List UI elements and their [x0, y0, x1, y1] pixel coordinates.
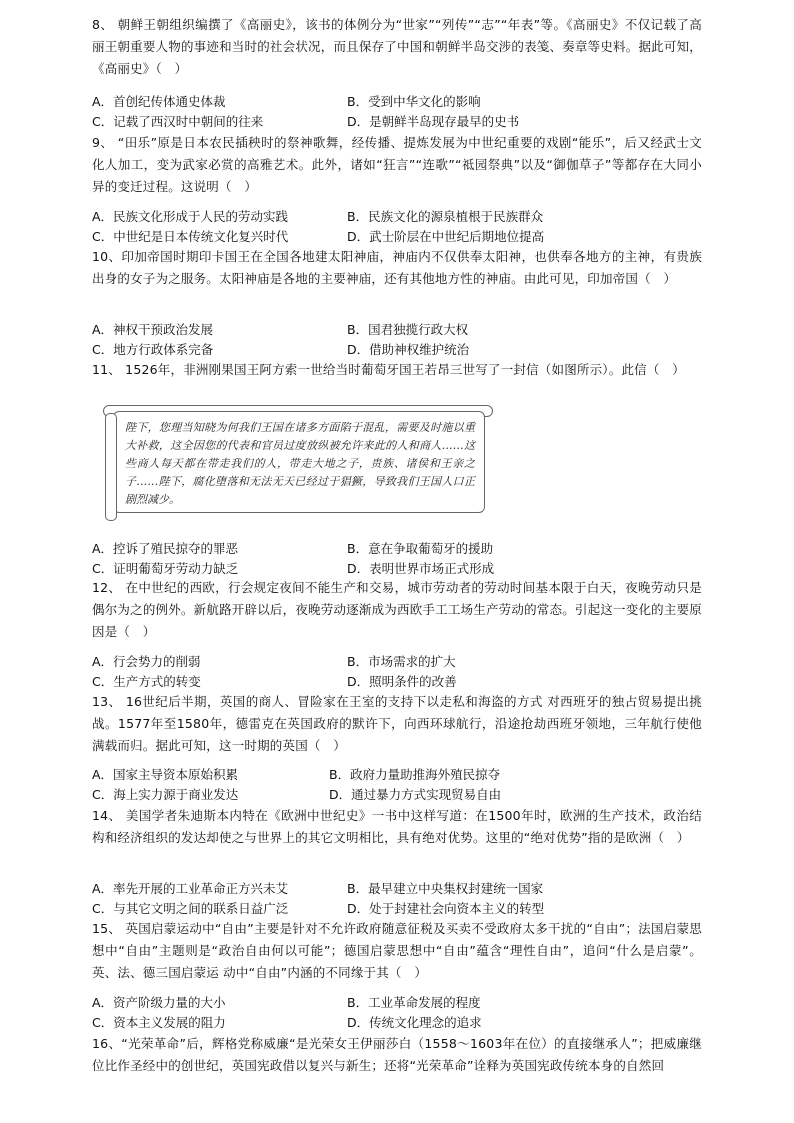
option-d[interactable]: D．照明条件的改善 [347, 674, 457, 689]
option-d[interactable]: D．武士阶层在中世纪后期地位提高 [347, 229, 545, 244]
option-b[interactable]: B．政府力量助推海外殖民掠夺 [329, 767, 501, 782]
question-13-options [92, 765, 702, 805]
question-8-stem: 8、 朝鲜王朝组织编撰了《高丽史》，该书的体例分为“世家”“列传”“志”“年表”等。《高丽史》不仅记载了高丽王朝重要人物的事迹和当时的社会状况，而且保存了中国和朝鲜半岛交涉的表笺、奏章等史料。据此可知，《高丽史》（ ） [92, 17, 702, 76]
option-c[interactable]: C．记载了西汉时中朝间的往来 [92, 114, 264, 129]
question-8-options [92, 92, 702, 132]
option-d[interactable]: D．传统文化理念的追求 [347, 1015, 482, 1030]
option-c[interactable]: C．生产方式的转变 [92, 674, 201, 689]
option-b[interactable]: B．受到中华文化的影响 [347, 94, 481, 109]
option-b[interactable]: B．工业革命发展的程度 [347, 995, 481, 1010]
option-a[interactable]: A．行会势力的削弱 [92, 654, 201, 669]
question-12-options [92, 652, 702, 692]
option-c[interactable]: C．中世纪是日本传统文化复兴时代 [92, 229, 289, 244]
letter-scroll-figure [103, 405, 491, 519]
question-10-stem: 10、印加帝国时期印卡国王在全国各地建太阳神庙，神庙内不仅供奉太阳神，也供奉各地方的主神，有贵族出身的女子为之服务。太阳神庙是各地的主要神庙，还有其他地方性的神庙。由此可见，印加帝国（ ） [92, 249, 702, 286]
option-b[interactable]: B．最早建立中央集权封建统一国家 [347, 881, 544, 896]
option-a[interactable]: A．控诉了殖民掠夺的罪恶 [92, 541, 239, 556]
option-a[interactable]: A．资产阶级力量的大小 [92, 995, 226, 1010]
option-b[interactable]: B．市场需求的扩大 [347, 654, 456, 669]
scroll-roll-left [105, 413, 117, 521]
option-c[interactable]: C．资本主义发展的阻力 [92, 1015, 226, 1030]
option-a[interactable]: A．民族文化形成于人民的劳动实践 [92, 209, 289, 224]
option-a[interactable]: A．神权干预政治发展 [92, 322, 214, 337]
question-9-options [92, 207, 702, 247]
question-11-options [92, 539, 702, 579]
option-d[interactable]: D．通过暴力方式实现贸易自由 [329, 787, 502, 802]
option-b[interactable]: B．意在争取葡萄牙的援助 [347, 541, 494, 556]
option-b[interactable]: B．民族文化的源泉植根于民族群众 [347, 209, 544, 224]
option-c[interactable]: C．海上实力源于商业发达 [92, 787, 239, 802]
option-b[interactable]: B．国君独揽行政大权 [347, 322, 469, 337]
question-14-stem: 14、 美国学者朱迪斯本内特在《欧洲中世纪史》一书中这样写道：在1500年时，欧洲的生产技术，政治结构和经济组织的发达却使之与世界上的其它文明相比，具有绝对优势。这里的“绝对优势”指的是欧洲（ ） [92, 808, 702, 845]
option-c[interactable]: C．地方行政体系完备 [92, 342, 214, 357]
option-d[interactable]: D．表明世界市场正式形成 [347, 561, 495, 576]
question-11-stem: 11、 1526年，非洲刚果国王阿方索一世给当时葡萄牙国王若昂三世写了一封信（如图所示）。此信（ ） [92, 362, 685, 377]
option-d[interactable]: D．是朝鲜半岛现存最早的史书 [347, 114, 520, 129]
option-a[interactable]: A．率先开展的工业革命正方兴未艾 [92, 881, 289, 896]
option-d[interactable]: D．借助神权维护统治 [347, 342, 470, 357]
option-c[interactable]: C．与其它文明之间的联系日益广泛 [92, 901, 289, 916]
question-16-stem: 16、“光荣革命”后，辉格党称威廉“是光荣女王伊丽莎白（1558～1603年在位）的直接继承人”；把威廉继位比作圣经中的创世纪，英国宪政借以复兴与新生；还将“光荣革命”诠释为英国宪政传统本身的自然回 [92, 1036, 702, 1073]
option-d[interactable]: D．处于封建社会向资本主义的转型 [347, 901, 545, 916]
option-a[interactable]: A．国家主导资本原始积累 [92, 767, 239, 782]
option-a[interactable]: A．首创纪传体通史体裁 [92, 94, 226, 109]
question-14-options [92, 879, 702, 919]
question-9-stem: 9、 “田乐”原是日本农民插秧时的祭神歌舞，经传播、提炼发展为中世纪重要的戏剧“能乐”，后又经武士文化人加工，变为武家必赏的高雅艺术。此外，诸如“狂言”“连歌”“祗园祭典”以及“御伽草子”等都存在大同小异的变迁过程。这说明（ ） [92, 135, 702, 194]
question-15-options [92, 993, 702, 1033]
question-15-stem: 15、 英国启蒙运动中“自由”主要是针对不允许政府随意征税及买卖不受政府太多干扰的“自由”；法国启蒙思想中“自由”主题则是“政治自由何以可能”；德国启蒙思想中“自由”蕴含“理性自由”，追问“什么是启蒙”。英、法、德三国启蒙运 动中“自由”内涵的不同缘于其（ ） [92, 921, 702, 980]
option-c[interactable]: C．证明葡萄牙劳动力缺乏 [92, 561, 239, 576]
question-12-stem: 12、 在中世纪的西欧，行会规定夜间不能生产和交易，城市劳动者的劳动时间基本限于白天，夜晚劳动只是偶尔为之的例外。新航路开辟以后，夜晚劳动逐渐成为西欧手工工场生产劳动的常态。引起这一变化的主要原因是（ ） [92, 580, 702, 639]
letter-text: 陛下，您理当知晓为何我们王国在诸多方面陷于混乱，需要及时施以重大补救，这全因您的代表和官员过度放纵被允许来此的人和商人……这些商人每天都在带走我们的人，带走大地之子，贵族、诸侯和王亲之子……陛下，腐化堕落和无法无天已经过于猖獗，导致我们王国人口正剧烈减少。 [125, 421, 475, 506]
question-13-stem: 13、 16世纪后半期，英国的商人、冒险家在王室的支持下以走私和海盗的方式 对西班牙的独占贸易提出挑战。1577年至1580年，德雷克在英国政府的默许下，向西环球航行，沿途抢劫西班牙领地，三年航行使他满载而归。据此可知，这一时期的英国（ ） [92, 694, 702, 753]
question-10-options [92, 320, 702, 360]
